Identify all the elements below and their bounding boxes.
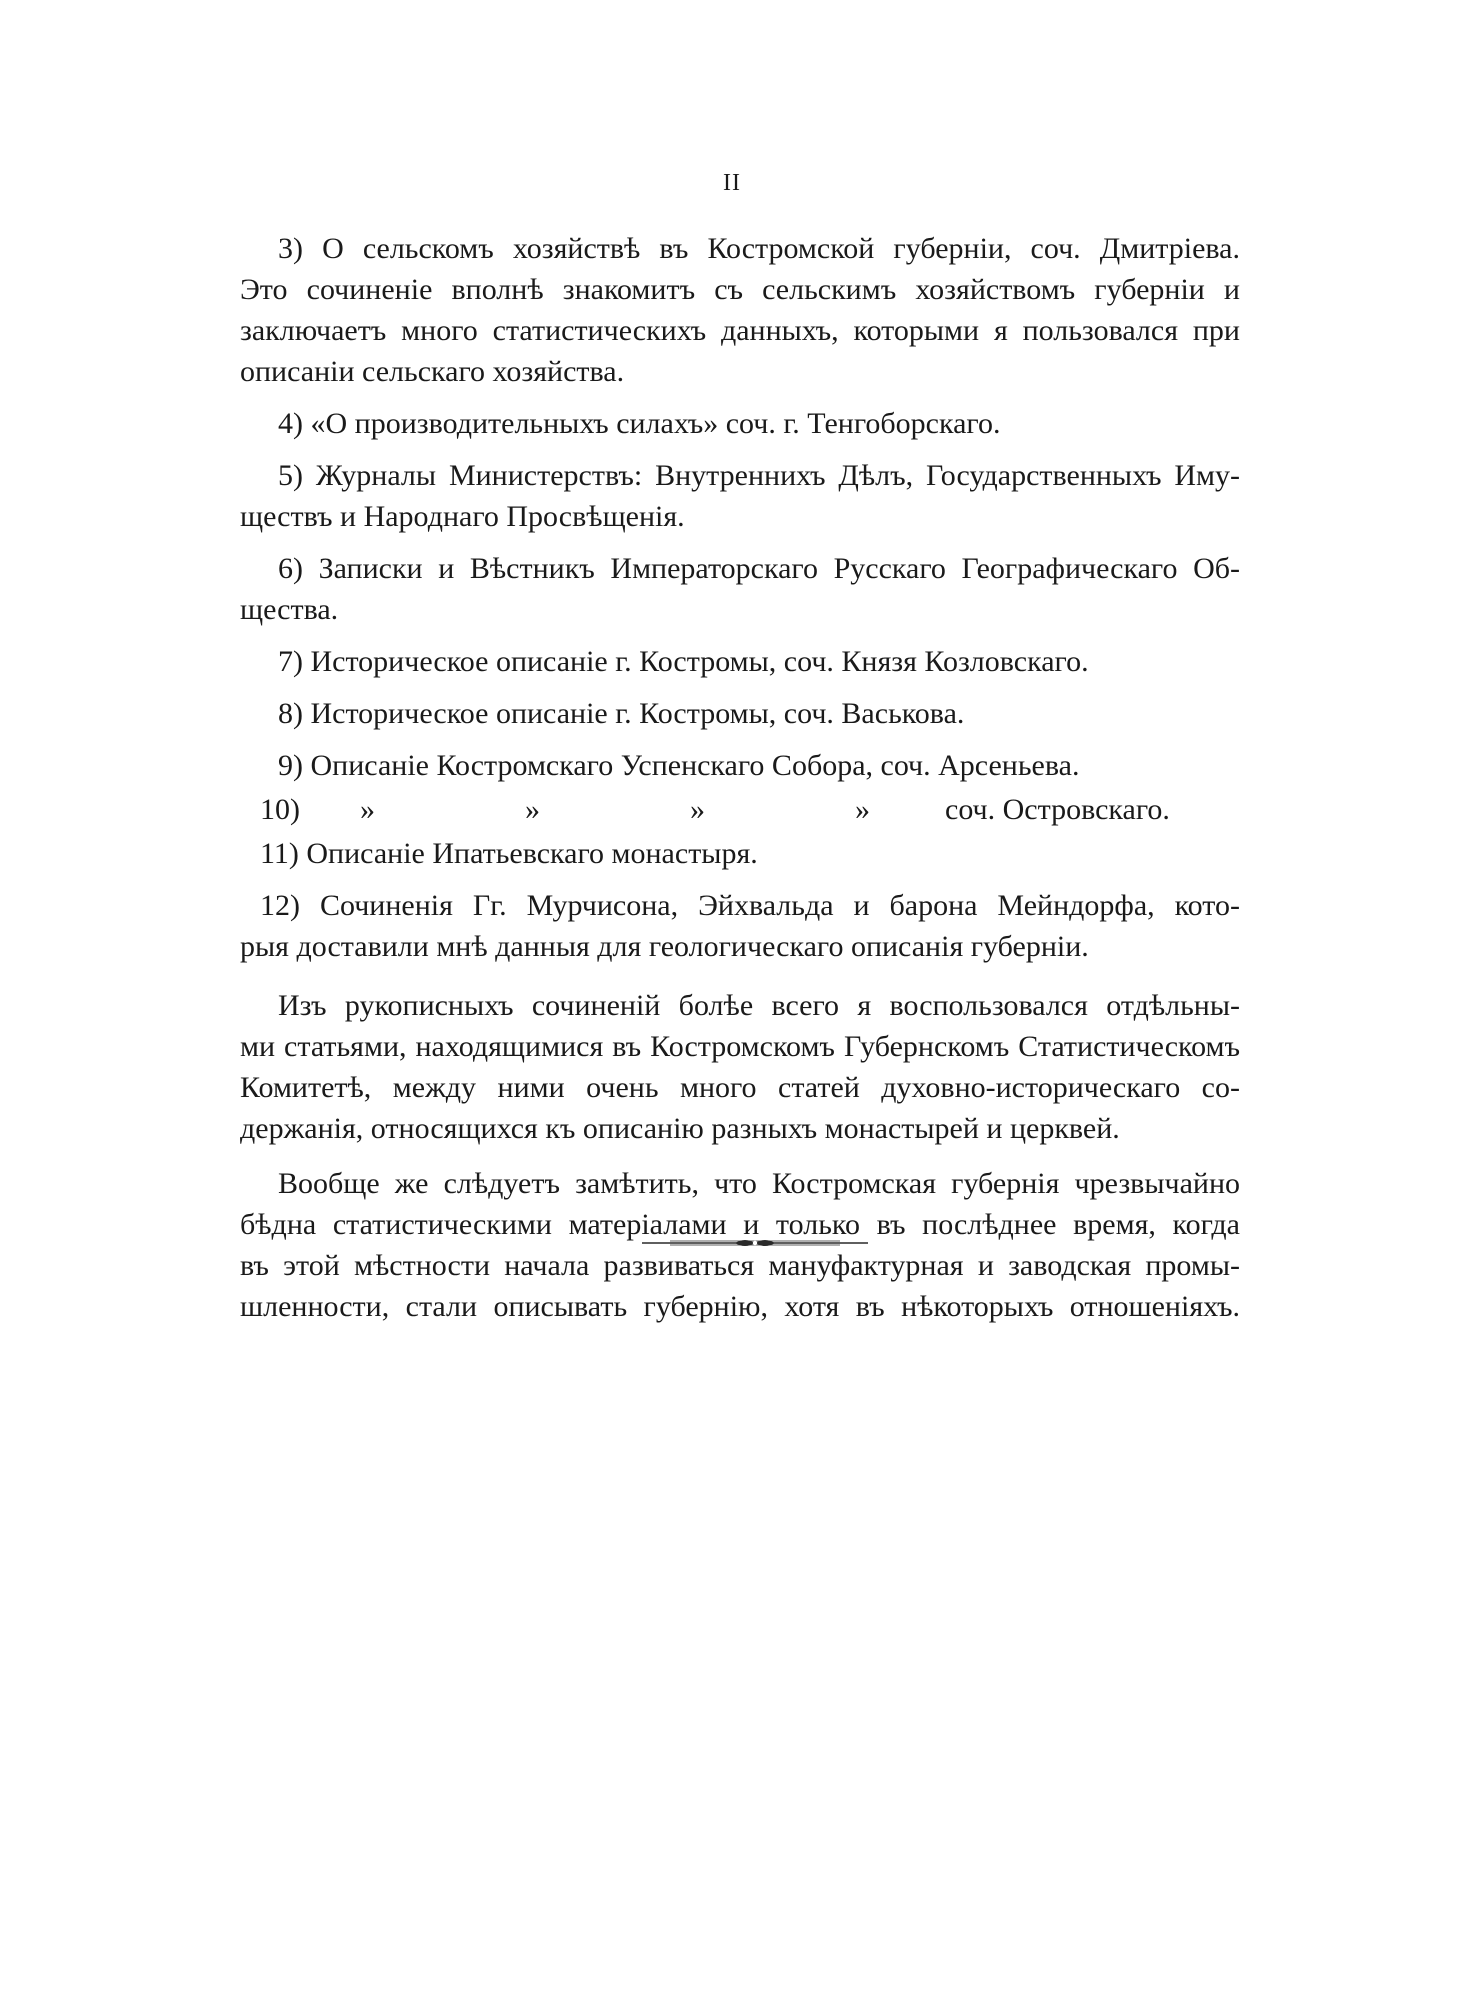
text-line: рыя доставили мнѣ данныя для геологическаго описанія губерніи. bbox=[240, 930, 1089, 963]
source-item-4 bbox=[240, 403, 1240, 444]
end-ornament bbox=[640, 1236, 870, 1250]
text-line: въ этой мѣстности начала развиваться мануфактурная и заводская промы- bbox=[240, 1249, 1240, 1282]
text-line: описаніи сельскаго хозяйства. bbox=[240, 355, 625, 388]
page-number: II bbox=[723, 170, 741, 196]
text-line: 9) Описаніе Костромскаго Успенскаго Собора, соч. Арсеньева. bbox=[278, 749, 1080, 782]
text-line: держанія, относящихся къ описанію разныхъ монастырей и церквей. bbox=[240, 1112, 1120, 1145]
ditto-mark: » bbox=[690, 793, 705, 826]
source-item-3 bbox=[240, 228, 1240, 392]
text-line: шленности, стали описывать губернію, хотя въ нѣкоторыхъ отношеніяхъ. bbox=[240, 1290, 1240, 1323]
ditto-mark: » bbox=[360, 793, 375, 826]
item-number: 10) bbox=[260, 793, 300, 826]
text-line: щества. bbox=[240, 593, 339, 626]
text-line: 7) Историческое описаніе г. Костромы, соч. Князя Козловскаго. bbox=[278, 645, 1089, 678]
main-text bbox=[240, 228, 1240, 1327]
source-item-12 bbox=[240, 885, 1240, 967]
text-line: Изъ рукописныхъ сочиненій болѣе всего я воспользовался отдѣльны- bbox=[278, 989, 1240, 1022]
ditto-mark: » bbox=[855, 793, 870, 826]
source-item-9 bbox=[240, 745, 1240, 786]
source-item-7 bbox=[240, 641, 1240, 682]
source-item-5 bbox=[240, 455, 1240, 537]
text-line: бѣдна статистическими матеріалами и только въ послѣднее время, когда bbox=[240, 1208, 1240, 1241]
text-line: 11) Описаніе Ипатьевскаго монастыря. bbox=[260, 837, 758, 870]
text-line: Это сочиненіе вполнѣ знакомитъ съ сельскимъ хозяйствомъ губерніи и bbox=[240, 273, 1240, 306]
source-item-6 bbox=[240, 548, 1240, 630]
text-line: 6) Записки и Вѣстникъ Императорскаго Русскаго Географическаго Об- bbox=[278, 552, 1240, 585]
source-item-11 bbox=[240, 833, 1240, 874]
text-line: Вообще же слѣдуетъ замѣтить, что Костромская губернія чрезвычайно bbox=[278, 1167, 1240, 1200]
text-line: ществъ и Народнаго Просвѣщенія. bbox=[240, 500, 685, 533]
text-line: 12) Сочиненія Гг. Мурчисона, Эйхвальда и барона Мейндорфа, кото- bbox=[260, 889, 1240, 922]
text-line: 3) О сельскомъ хозяйствѣ въ Костромской губерніи, соч. Дмитріева. bbox=[278, 232, 1240, 265]
text-line: 8) Историческое описаніе г. Костромы, соч. Васькова. bbox=[278, 697, 965, 730]
text-line: 4) «О производительныхъ силахъ» соч. г. Тенгоборскаго. bbox=[278, 407, 1001, 440]
source-item-10 bbox=[240, 789, 1240, 830]
text-line: Комитетѣ, между ними очень много статей духовно-историческаго со- bbox=[240, 1071, 1240, 1104]
text-line: ми статьями, находящимися въ Костромскомъ Губернскомъ Статистическомъ bbox=[240, 1030, 1240, 1063]
ditto-tail: соч. Островскаго. bbox=[945, 793, 1170, 826]
ditto-mark: » bbox=[525, 793, 540, 826]
paragraph-manuscripts bbox=[240, 985, 1240, 1149]
source-item-8 bbox=[240, 693, 1240, 734]
text-line: заключаетъ много статистическихъ данныхъ, которыми я пользовался при bbox=[240, 314, 1240, 347]
text-line: 5) Журналы Министерствъ: Внутреннихъ Дѣлъ, Государственныхъ Иму- bbox=[278, 459, 1240, 492]
